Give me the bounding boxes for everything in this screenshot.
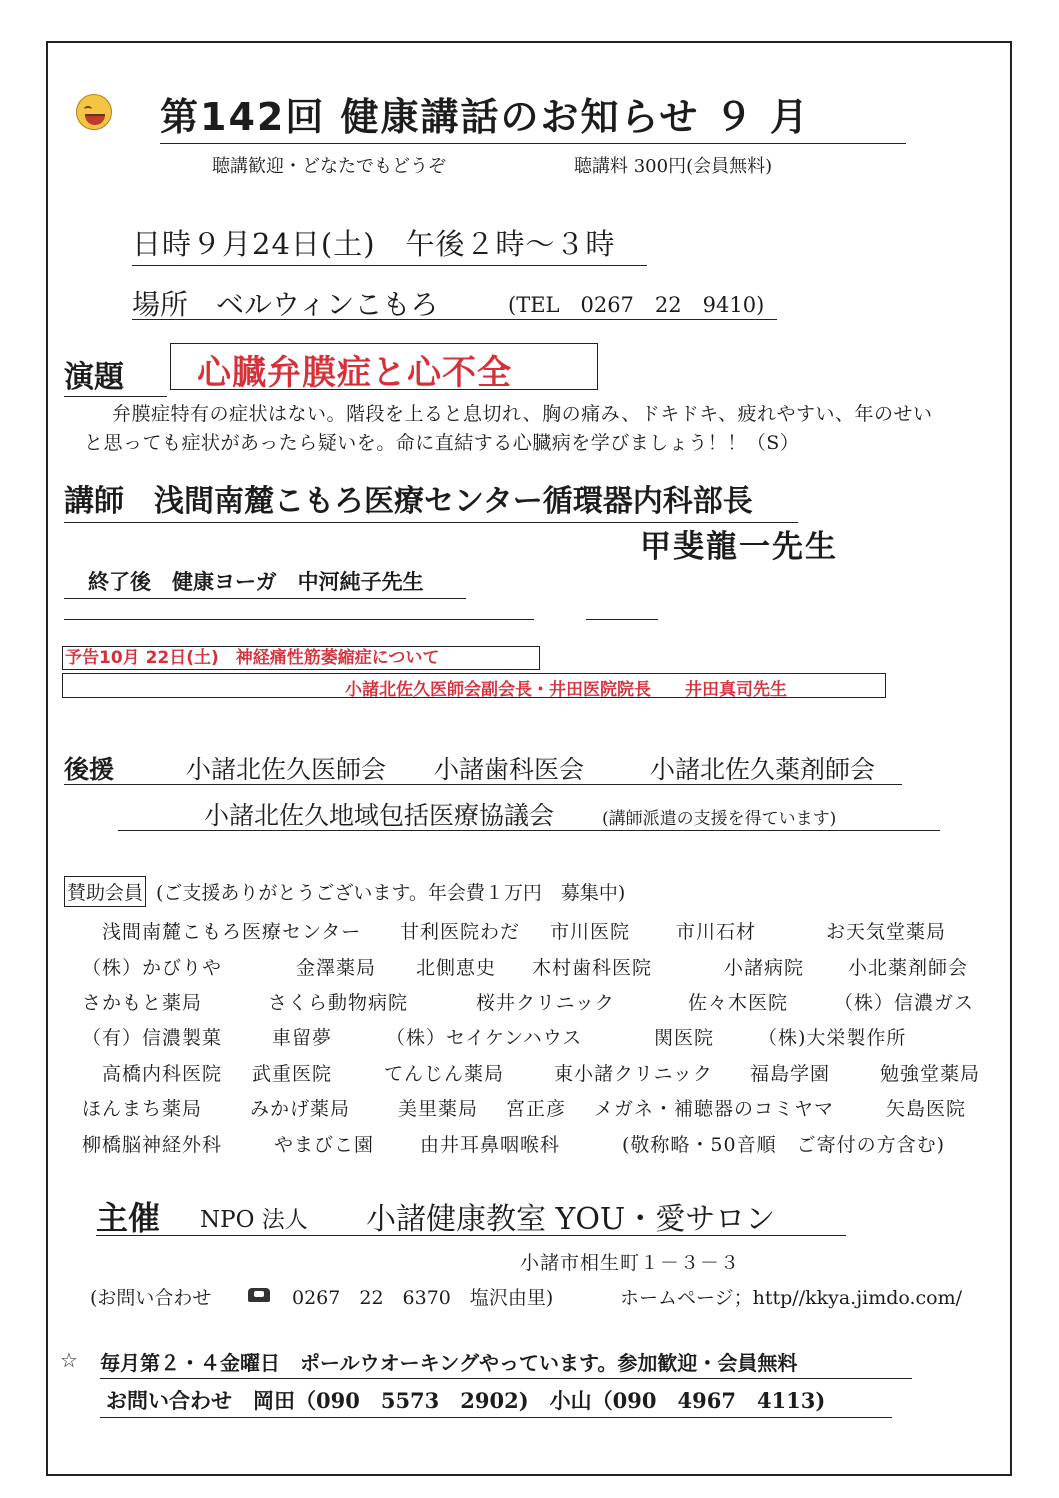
support-org-1: 小諸北佐久医師会 <box>186 755 387 784</box>
next-preview-lecturer <box>62 673 886 698</box>
sponsor: 桜井クリニック <box>476 992 615 1014</box>
sponsor: （株)大栄製作所 <box>758 1027 907 1049</box>
organizer-npo: NPO 法人 <box>200 1207 308 1233</box>
blank-line-1 <box>64 619 534 620</box>
next-preview-lecturer-text: 小諸北佐久医師会副会長・井田医院院長 井田真司先生 <box>345 680 787 700</box>
sponsor: お天気堂薬局 <box>826 921 947 943</box>
sponsor: 北側恵史 <box>416 957 497 979</box>
organizer-block <box>96 1193 846 1236</box>
star-icon: ☆ <box>60 1348 78 1372</box>
topic-title-box <box>170 343 598 393</box>
lecturer-name: 甲斐龍一先生 <box>640 529 838 565</box>
walking-contact: お問い合わせ 岡田（090 5573 2902) 小山（090 4967 4113) <box>100 1385 892 1418</box>
next-preview-title: 予告10月 22日(土) 神経痛性筋萎縮症について <box>62 646 540 670</box>
sponsor: さくら動物病院 <box>268 992 409 1014</box>
organizer-label: 主催 <box>96 1199 161 1237</box>
sponsor: （株）信濃ガス <box>834 992 975 1014</box>
sponsor: メガネ・補聴器のコミヤマ <box>594 1098 835 1120</box>
sponsor-label: 賛助会員 <box>64 876 146 907</box>
sponsor: 柳橋脳神経外科 <box>82 1134 223 1156</box>
sponsor: ほんまち薬局 <box>82 1098 203 1120</box>
organizer-name: 小諸健康教室 YOU・愛サロン <box>366 1202 776 1237</box>
support-block-2 <box>118 796 940 831</box>
sponsor: （株）セイケンハウス <box>386 1027 583 1049</box>
sponsor: 甘利医院わだ <box>400 921 521 943</box>
sponsor: 佐々木医院 <box>688 992 789 1014</box>
support-label: 後援 <box>64 755 115 784</box>
support-org-3: 小諸北佐久薬剤師会 <box>650 755 876 784</box>
contact-line <box>90 1283 990 1311</box>
organizer-address: 小諸市相生町１－３－３ <box>520 1252 741 1274</box>
event-venue <box>132 283 777 320</box>
topic-description-2: と思っても症状があったら疑いを。命に直結する心臓病を学びましょう！！（S） <box>84 432 800 454</box>
sponsor: 高橋内科医院 <box>102 1063 223 1085</box>
sponsor: 関医院 <box>654 1027 715 1049</box>
sponsor: 武重医院 <box>252 1063 333 1085</box>
venue-name: 場所 ベルウィンこもろ <box>132 288 439 321</box>
sponsor: 金澤薬局 <box>296 957 377 979</box>
contact-label: (お問い合わせ <box>90 1287 212 1309</box>
sponsor: 由井耳鼻咽喉科 <box>420 1134 561 1156</box>
sponsor: （有）信濃製菓 <box>82 1027 223 1049</box>
event-datetime: 日時９月24日(土) 午後２時～３時 <box>132 222 647 266</box>
sponsor: 勉強堂薬局 <box>880 1063 981 1085</box>
sponsor: 矢島医院 <box>886 1098 967 1120</box>
fee-text: 聴講料 300円(会員無料) <box>574 156 773 177</box>
blank-line-2 <box>586 619 658 620</box>
contact-phone: 0267 22 6370 塩沢由里) <box>292 1287 554 1309</box>
sponsor: 宮正彦 <box>506 1098 567 1120</box>
sponsor: やまびこ園 <box>274 1134 375 1156</box>
sponsor: 市川石材 <box>676 921 757 943</box>
homepage[interactable]: ホームページ；http//kkya.jimdo.com/ <box>620 1287 963 1309</box>
sponsor-intro: (ご支援ありがとうございます。年会費１万円 募集中) <box>156 882 626 904</box>
topic-description-1: 弁膜症特有の症状はない。階段を上ると息切れ、胸の痛み、ドキドキ、疲れやすい、年のせい <box>112 403 933 425</box>
sponsor: てんじん薬局 <box>384 1063 505 1085</box>
venue-tel: (TEL 0267 22 9410) <box>508 293 765 317</box>
telephone-icon <box>248 1288 270 1302</box>
support-org-2: 小諸歯科医会 <box>434 755 585 784</box>
walking-info: 毎月第２・４金曜日 ポールウオーキングやっています。参加歓迎・会員無料 <box>100 1347 912 1379</box>
support-note: (講師派遣の支援を得ています) <box>602 809 837 829</box>
sponsor: 美里薬局 <box>398 1098 479 1120</box>
support-org-4: 小諸北佐久地域包括医療協議会 <box>204 801 555 830</box>
sponsor: （株）かびりや <box>82 957 223 979</box>
sponsor: みかげ薬局 <box>250 1098 351 1120</box>
sponsor: 浅間南麓こもろ医療センター <box>102 921 362 943</box>
sponsor: 福島学園 <box>750 1063 831 1085</box>
sponsor: 小北薬剤師会 <box>848 957 969 979</box>
sponsor-note: (敬称略・50音順 ご寄付の方含む) <box>622 1134 946 1156</box>
sponsor: さかもと薬局 <box>82 992 203 1014</box>
sponsor: 市川医院 <box>550 921 631 943</box>
sponsor: 車留夢 <box>272 1027 333 1049</box>
welcome-text: 聴講歓迎・どなたでもどうぞ <box>212 156 446 177</box>
sponsor: 東小諸クリニック <box>554 1063 713 1085</box>
sponsor: 小諸病院 <box>724 957 805 979</box>
page-title: 第142回 健康講話のお知らせ ９ 月 <box>160 86 906 144</box>
after-event-yoga: 終了後 健康ヨーガ 中河純子先生 <box>64 566 466 599</box>
sponsor: 木村歯科医院 <box>532 957 653 979</box>
support-block <box>64 750 902 785</box>
topic-label: 演題 <box>64 352 167 397</box>
smiley-icon <box>76 94 112 130</box>
lecturer-affiliation: 講師 浅間南麓こもろ医療センター循環器内科部長 <box>64 476 798 523</box>
topic-title: 心臓弁膜症と心不全 <box>197 353 512 393</box>
